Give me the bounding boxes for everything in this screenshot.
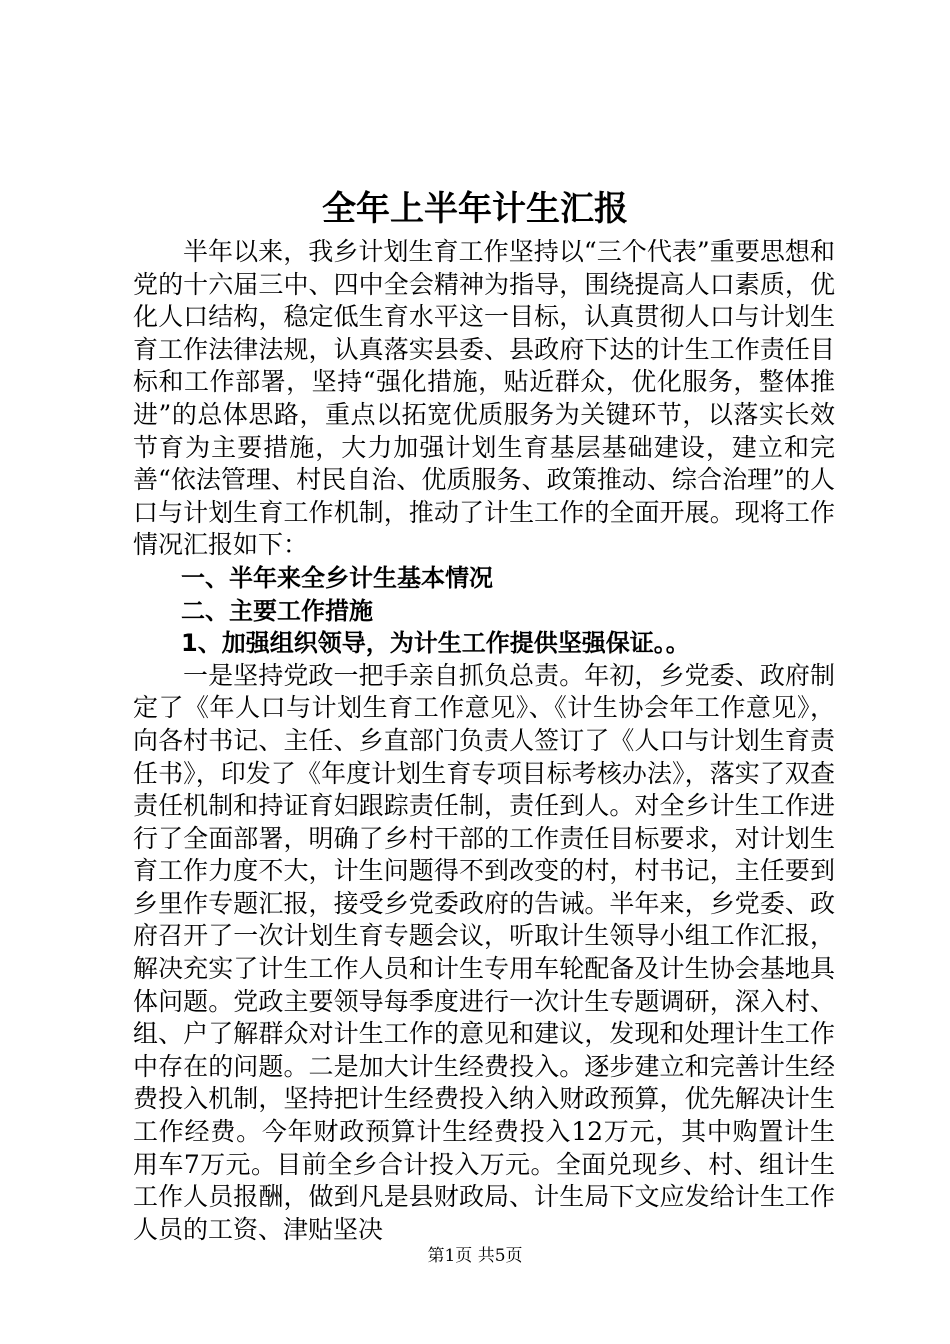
- section-heading-basic-situation: 一、半年来全乡计生基本情况: [181, 563, 493, 592]
- paragraph-intro: 半年以来，我乡计划生育工作坚持以“三个代表”重要思想和党的十六届三中、四中全会精神为指导，围绕提高人口素质，优化人口结构，稳定低生育水平这一目标，认真贯彻人口与计划生育工作法律法规，认真落实县委、县政府下达的计生工作责任目标和工作部署，坚持“强化措施，贴近群众，优化服务，整体推进”的总体思路，重点以拓宽优质服务为关键环节，以落实长效节育为主要措施，大力加强计划生育基层基础建设，建立和完善“依法管理、村民自治、优质服务、政策推动、综合治理”的人口与计划生育工作机制，推动了计生工作的全面开展。现将工作情况汇报如下：: [133, 237, 835, 560]
- section-heading-main-measures: 二、主要工作措施: [181, 596, 373, 625]
- document-title: 全年上半年计生汇报: [322, 189, 628, 229]
- page-number-footer: 第1页 共5页: [427, 1246, 523, 1266]
- document-body: [133, 236, 835, 1246]
- subsection-heading-organization: 1、加强组织领导，为计生工作提供坚强保证。。: [181, 629, 690, 658]
- paragraph-organization-details: 一是坚持党政一把手亲自抓负总责。年初，乡党委、政府制定了《年人口与计划生育工作意见》、《计生协会年工作意见》，向各村书记、主任、乡直部门负责人签订了《人口与计划生育责任书》，印发了《年度计划生育专项目标考核办法》，落实了双查责任机制和持证育妇跟踪责任制，责任到人。对全乡计生工作进行了全面部署，明确了乡村干部的工作责任目标要求，对计划生育工作力度不大，计生问题得不到改变的村，村书记，主任要到乡里作专题汇报，接受乡党委政府的告诫。半年来，乡党委、政府召开了一次计划生育专题会议，听取计生领导小组工作汇报，解决充实了计生工作人员和计生专用车轮配备及计生协会基地具体问题。党政主要领导每季度进行一次计生专题调研，深入村、组、户了解群众对计生工作的意见和建议，发现和处理计生工作中存在的问题。二是加大计生经费投入。逐步建立和完善计生经费投入机制，坚持把计生经费投入纳入财政预算，优先解决计生工作经费。今年财政预算计生经费投入12万元，其中购置计生用车7万元。目前全乡合计投入万元。全面兑现乡、村、组计生工作人员报酬，做到凡是县财政局、计生局下文应发给计生工作人员的工资、津贴坚决: [133, 660, 835, 1244]
